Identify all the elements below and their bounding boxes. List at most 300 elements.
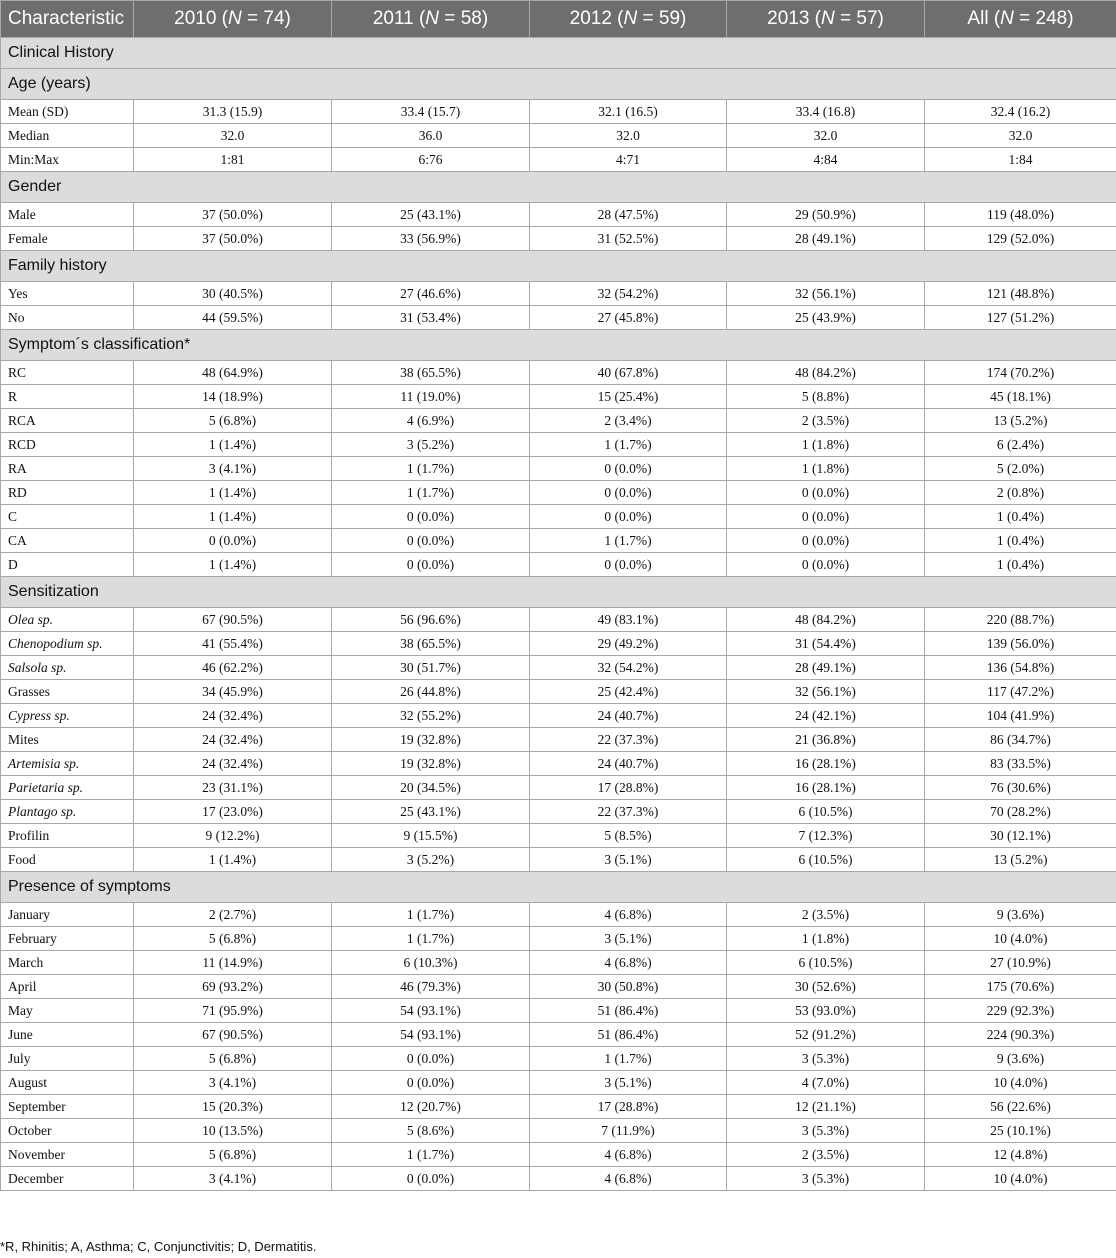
row-label: CA: [1, 529, 134, 553]
row-label: March: [1, 951, 134, 975]
table-row: [1, 100, 1116, 124]
row-label: Mites: [1, 728, 134, 752]
cell-value: 0 (0.0%): [332, 553, 530, 577]
cell-value: 33.4 (16.8): [727, 100, 925, 124]
cell-value: 175 (70.6%): [925, 975, 1116, 999]
cell-value: 23 (31.1%): [134, 776, 332, 800]
row-label: November: [1, 1143, 134, 1167]
cell-value: 1 (1.7%): [332, 457, 530, 481]
row-label: February: [1, 927, 134, 951]
cell-value: 0 (0.0%): [332, 1071, 530, 1095]
cell-value: 32 (54.2%): [530, 282, 727, 306]
cell-value: 54 (93.1%): [332, 999, 530, 1023]
cell-value: 5 (6.8%): [134, 409, 332, 433]
cell-value: 25 (43.1%): [332, 800, 530, 824]
cell-value: 9 (12.2%): [134, 824, 332, 848]
cell-value: 54 (93.1%): [332, 1023, 530, 1047]
cell-value: 19 (32.8%): [332, 728, 530, 752]
cell-value: 1 (1.8%): [727, 457, 925, 481]
cell-value: 53 (93.0%): [727, 999, 925, 1023]
cell-value: 1 (1.7%): [530, 1047, 727, 1071]
cell-value: 45 (18.1%): [925, 385, 1116, 409]
cell-value: 5 (8.8%): [727, 385, 925, 409]
cell-value: 174 (70.2%): [925, 361, 1116, 385]
cell-value: 30 (51.7%): [332, 656, 530, 680]
table-row: [1, 903, 1116, 927]
row-label: RC: [1, 361, 134, 385]
cell-value: 1 (1.8%): [727, 433, 925, 457]
cell-value: 5 (6.8%): [134, 1047, 332, 1071]
cell-value: 33.4 (15.7): [332, 100, 530, 124]
header-2010: 2010 (N = 74): [134, 1, 332, 38]
row-label: Male: [1, 203, 134, 227]
table-row: [1, 927, 1116, 951]
cell-value: 1 (1.7%): [530, 433, 727, 457]
row-label: D: [1, 553, 134, 577]
cell-value: 67 (90.5%): [134, 1023, 332, 1047]
header-year: 2011: [372, 8, 414, 29]
header-n: 58: [460, 8, 482, 29]
cell-value: 31 (53.4%): [332, 306, 530, 330]
cell-value: 32.1 (16.5): [530, 100, 727, 124]
cell-value: 46 (62.2%): [134, 656, 332, 680]
cell-value: 28 (49.1%): [727, 227, 925, 251]
cell-value: 2 (2.7%): [134, 903, 332, 927]
cell-value: 2 (3.5%): [727, 903, 925, 927]
cell-value: 29 (50.9%): [727, 203, 925, 227]
cell-value: 117 (47.2%): [925, 680, 1116, 704]
header-n: 59: [658, 8, 681, 29]
cell-value: 12 (20.7%): [332, 1095, 530, 1119]
cell-value: 14 (18.9%): [134, 385, 332, 409]
cell-value: 30 (52.6%): [727, 975, 925, 999]
table-row: [1, 306, 1116, 330]
cell-value: 28 (49.1%): [727, 656, 925, 680]
section-title: Clinical History: [1, 38, 1116, 69]
cell-value: 46 (79.3%): [332, 975, 530, 999]
cell-value: 32.0: [530, 124, 727, 148]
cell-value: 10 (4.0%): [925, 1071, 1116, 1095]
cell-value: 44 (59.5%): [134, 306, 332, 330]
row-label: Salsola sp.: [1, 656, 134, 680]
cell-value: 32 (56.1%): [727, 282, 925, 306]
cell-value: 32 (56.1%): [727, 680, 925, 704]
cell-value: 19 (32.8%): [332, 752, 530, 776]
cell-value: 3 (5.1%): [530, 1071, 727, 1095]
section-title: Gender: [1, 172, 1116, 203]
cell-value: 0 (0.0%): [332, 505, 530, 529]
cell-value: 0 (0.0%): [332, 529, 530, 553]
cell-value: 27 (10.9%): [925, 951, 1116, 975]
table-row: [1, 608, 1116, 632]
section-title: Sensitization: [1, 577, 1116, 608]
section-row: [1, 251, 1116, 282]
table-row: [1, 203, 1116, 227]
cell-value: 7 (12.3%): [727, 824, 925, 848]
cell-value: 27 (46.6%): [332, 282, 530, 306]
cell-value: 51 (86.4%): [530, 1023, 727, 1047]
header-year: 2013: [767, 8, 810, 29]
cell-value: 25 (10.1%): [925, 1119, 1116, 1143]
cell-value: 30 (12.1%): [925, 824, 1116, 848]
table-row: [1, 1119, 1116, 1143]
cell-value: 1 (1.7%): [332, 481, 530, 505]
cell-value: 4 (7.0%): [727, 1071, 925, 1095]
header-2011: 2011 (N = 58): [332, 1, 530, 38]
cell-value: 0 (0.0%): [134, 529, 332, 553]
cell-value: 28 (47.5%): [530, 203, 727, 227]
table-row: [1, 1167, 1116, 1191]
cell-value: 0 (0.0%): [332, 1167, 530, 1191]
cell-value: 3 (4.1%): [134, 1071, 332, 1095]
cell-value: 41 (55.4%): [134, 632, 332, 656]
cell-value: 1:84: [925, 148, 1116, 172]
cell-value: 1:81: [134, 148, 332, 172]
cell-value: 52 (91.2%): [727, 1023, 925, 1047]
row-label: Mean (SD): [1, 100, 134, 124]
cell-value: 7 (11.9%): [530, 1119, 727, 1143]
cell-value: 24 (32.4%): [134, 752, 332, 776]
cell-value: 24 (40.7%): [530, 704, 727, 728]
header-n: 74: [263, 8, 285, 29]
cell-value: 76 (30.6%): [925, 776, 1116, 800]
table-row: [1, 227, 1116, 251]
cell-value: 5 (6.8%): [134, 1143, 332, 1167]
cell-value: 69 (93.2%): [134, 975, 332, 999]
table-row: [1, 800, 1116, 824]
cell-value: 12 (4.8%): [925, 1143, 1116, 1167]
cell-value: 139 (56.0%): [925, 632, 1116, 656]
cell-value: 17 (23.0%): [134, 800, 332, 824]
cell-value: 22 (37.3%): [530, 728, 727, 752]
row-label: July: [1, 1047, 134, 1071]
table-row: [1, 282, 1116, 306]
cell-value: 51 (86.4%): [530, 999, 727, 1023]
cell-value: 32.4 (16.2): [925, 100, 1116, 124]
row-label: September: [1, 1095, 134, 1119]
cell-value: 25 (43.1%): [332, 203, 530, 227]
cell-value: 27 (45.8%): [530, 306, 727, 330]
table-row: [1, 656, 1116, 680]
cell-value: 30 (50.8%): [530, 975, 727, 999]
row-label: June: [1, 1023, 134, 1047]
row-label: Min:Max: [1, 148, 134, 172]
footnote: *R, Rhinitis; A, Asthma; C, Conjunctivitis; D, Dermatitis.: [0, 1239, 317, 1254]
cell-value: 4:84: [727, 148, 925, 172]
row-label: May: [1, 999, 134, 1023]
cell-value: 12 (21.1%): [727, 1095, 925, 1119]
row-label: No: [1, 306, 134, 330]
row-label: Chenopodium sp.: [1, 632, 134, 656]
cell-value: 25 (43.9%): [727, 306, 925, 330]
cell-value: 6 (2.4%): [925, 433, 1116, 457]
cell-value: 36.0: [332, 124, 530, 148]
header-year: 2012: [569, 8, 612, 29]
table-row: [1, 999, 1116, 1023]
cell-value: 3 (5.3%): [727, 1119, 925, 1143]
table-row: [1, 409, 1116, 433]
cell-value: 3 (5.2%): [332, 848, 530, 872]
row-label: Plantago sp.: [1, 800, 134, 824]
table-row: [1, 824, 1116, 848]
cell-value: 1 (1.7%): [332, 1143, 530, 1167]
cell-value: 1 (1.4%): [134, 848, 332, 872]
row-label: RCA: [1, 409, 134, 433]
cell-value: 2 (3.5%): [727, 409, 925, 433]
cell-value: 9 (3.6%): [925, 1047, 1116, 1071]
row-label: Artemisia sp.: [1, 752, 134, 776]
cell-value: 127 (51.2%): [925, 306, 1116, 330]
cell-value: 2 (3.4%): [530, 409, 727, 433]
cell-value: 1 (1.7%): [332, 927, 530, 951]
cell-value: 4 (6.8%): [530, 951, 727, 975]
table-row: [1, 385, 1116, 409]
cell-value: 16 (28.1%): [727, 776, 925, 800]
cell-value: 49 (83.1%): [530, 608, 727, 632]
row-label: Olea sp.: [1, 608, 134, 632]
row-label: Yes: [1, 282, 134, 306]
cell-value: 220 (88.7%): [925, 608, 1116, 632]
header-n: 248: [1035, 8, 1068, 29]
cell-value: 6:76: [332, 148, 530, 172]
cell-value: 13 (5.2%): [925, 848, 1116, 872]
table-row: [1, 124, 1116, 148]
section-title: Presence of symptoms: [1, 872, 1116, 903]
table-row: [1, 1047, 1116, 1071]
cell-value: 15 (25.4%): [530, 385, 727, 409]
cell-value: 4 (6.9%): [332, 409, 530, 433]
header-n: 57: [856, 8, 878, 29]
cell-value: 24 (42.1%): [727, 704, 925, 728]
cell-value: 3 (5.1%): [530, 927, 727, 951]
table-row: [1, 457, 1116, 481]
cell-value: 67 (90.5%): [134, 608, 332, 632]
cell-value: 119 (48.0%): [925, 203, 1116, 227]
cell-value: 38 (65.5%): [332, 632, 530, 656]
cell-value: 5 (6.8%): [134, 927, 332, 951]
cell-value: 1 (0.4%): [925, 553, 1116, 577]
row-label: April: [1, 975, 134, 999]
cell-value: 1 (1.4%): [134, 481, 332, 505]
cell-value: 224 (90.3%): [925, 1023, 1116, 1047]
cell-value: 13 (5.2%): [925, 409, 1116, 433]
cell-value: 4:71: [530, 148, 727, 172]
row-label: December: [1, 1167, 134, 1191]
section-title: Age (years): [1, 69, 1116, 100]
cell-value: 32.0: [727, 124, 925, 148]
table-row: [1, 776, 1116, 800]
cell-value: 83 (33.5%): [925, 752, 1116, 776]
table-body: [1, 38, 1116, 1191]
row-label: Profilin: [1, 824, 134, 848]
table-row: [1, 975, 1116, 999]
cell-value: 3 (4.1%): [134, 457, 332, 481]
cell-value: 10 (4.0%): [925, 927, 1116, 951]
row-label: January: [1, 903, 134, 927]
cell-value: 37 (50.0%): [134, 227, 332, 251]
section-row: [1, 69, 1116, 100]
header-row: [1, 1, 1116, 38]
cell-value: 38 (65.5%): [332, 361, 530, 385]
table-row: [1, 1071, 1116, 1095]
cell-value: 5 (8.5%): [530, 824, 727, 848]
cell-value: 32 (55.2%): [332, 704, 530, 728]
cell-value: 1 (1.7%): [332, 903, 530, 927]
table-row: [1, 1023, 1116, 1047]
cell-value: 121 (48.8%): [925, 282, 1116, 306]
cell-value: 0 (0.0%): [727, 505, 925, 529]
cell-value: 0 (0.0%): [727, 481, 925, 505]
cell-value: 1 (1.8%): [727, 927, 925, 951]
table-row: [1, 1095, 1116, 1119]
row-label: Grasses: [1, 680, 134, 704]
cell-value: 10 (4.0%): [925, 1167, 1116, 1191]
section-title: Symptom´s classification*: [1, 330, 1116, 361]
table-row: [1, 752, 1116, 776]
cell-value: 21 (36.8%): [727, 728, 925, 752]
cell-value: 4 (6.8%): [530, 1167, 727, 1191]
header-year: All: [967, 8, 989, 29]
cell-value: 2 (3.5%): [727, 1143, 925, 1167]
cell-value: 71 (95.9%): [134, 999, 332, 1023]
cell-value: 3 (5.3%): [727, 1047, 925, 1071]
cell-value: 56 (22.6%): [925, 1095, 1116, 1119]
cell-value: 33 (56.9%): [332, 227, 530, 251]
row-label: Median: [1, 124, 134, 148]
table-row: [1, 433, 1116, 457]
cell-value: 48 (84.2%): [727, 608, 925, 632]
table-row: [1, 529, 1116, 553]
header-2013: 2013 (N = 57): [727, 1, 925, 38]
section-row: [1, 872, 1116, 903]
cell-value: 29 (49.2%): [530, 632, 727, 656]
header-year: 2010: [174, 8, 217, 29]
table-row: [1, 553, 1116, 577]
cell-value: 70 (28.2%): [925, 800, 1116, 824]
cell-value: 56 (96.6%): [332, 608, 530, 632]
cell-value: 1 (1.4%): [134, 433, 332, 457]
cell-value: 20 (34.5%): [332, 776, 530, 800]
cell-value: 0 (0.0%): [530, 481, 727, 505]
cell-value: 86 (34.7%): [925, 728, 1116, 752]
cell-value: 4 (6.8%): [530, 1143, 727, 1167]
row-label: August: [1, 1071, 134, 1095]
cell-value: 32.0: [134, 124, 332, 148]
cell-value: 3 (4.1%): [134, 1167, 332, 1191]
section-row: [1, 172, 1116, 203]
cell-value: 31.3 (15.9): [134, 100, 332, 124]
table-row: [1, 848, 1116, 872]
row-label: Female: [1, 227, 134, 251]
cell-value: 26 (44.8%): [332, 680, 530, 704]
cell-value: 6 (10.5%): [727, 848, 925, 872]
cell-value: 0 (0.0%): [530, 505, 727, 529]
row-label: RD: [1, 481, 134, 505]
cell-value: 9 (3.6%): [925, 903, 1116, 927]
cell-value: 15 (20.3%): [134, 1095, 332, 1119]
cell-value: 136 (54.8%): [925, 656, 1116, 680]
table-row: [1, 951, 1116, 975]
header-characteristic: Characteristic: [1, 1, 134, 38]
cell-value: 22 (37.3%): [530, 800, 727, 824]
cell-value: 30 (40.5%): [134, 282, 332, 306]
cell-value: 1 (1.4%): [134, 505, 332, 529]
cell-value: 11 (19.0%): [332, 385, 530, 409]
row-label: Parietaria sp.: [1, 776, 134, 800]
section-row: [1, 577, 1116, 608]
cell-value: 17 (28.8%): [530, 776, 727, 800]
cell-value: 129 (52.0%): [925, 227, 1116, 251]
cell-value: 5 (8.6%): [332, 1119, 530, 1143]
table-row: [1, 361, 1116, 385]
cell-value: 24 (40.7%): [530, 752, 727, 776]
cell-value: 104 (41.9%): [925, 704, 1116, 728]
cell-value: 17 (28.8%): [530, 1095, 727, 1119]
row-label: Food: [1, 848, 134, 872]
cell-value: 0 (0.0%): [530, 457, 727, 481]
section-title: Family history: [1, 251, 1116, 282]
cell-value: 2 (0.8%): [925, 481, 1116, 505]
cell-value: 37 (50.0%): [134, 203, 332, 227]
cell-value: 10 (13.5%): [134, 1119, 332, 1143]
row-label: R: [1, 385, 134, 409]
cell-value: 32.0: [925, 124, 1116, 148]
table-row: [1, 505, 1116, 529]
table-row: [1, 1143, 1116, 1167]
cell-value: 1 (0.4%): [925, 529, 1116, 553]
cell-value: 32 (54.2%): [530, 656, 727, 680]
cell-value: 5 (2.0%): [925, 457, 1116, 481]
cell-value: 0 (0.0%): [727, 553, 925, 577]
cell-value: 6 (10.5%): [727, 800, 925, 824]
cell-value: 16 (28.1%): [727, 752, 925, 776]
cell-value: 48 (64.9%): [134, 361, 332, 385]
row-label: Cypress sp.: [1, 704, 134, 728]
cell-value: 4 (6.8%): [530, 903, 727, 927]
header-2012: 2012 (N = 59): [530, 1, 727, 38]
row-label: C: [1, 505, 134, 529]
cell-value: 11 (14.9%): [134, 951, 332, 975]
table-row: [1, 728, 1116, 752]
cell-value: 34 (45.9%): [134, 680, 332, 704]
cell-value: 229 (92.3%): [925, 999, 1116, 1023]
cell-value: 1 (1.4%): [134, 553, 332, 577]
cell-value: 3 (5.2%): [332, 433, 530, 457]
cell-value: 48 (84.2%): [727, 361, 925, 385]
section-row: [1, 38, 1116, 69]
table-row: [1, 704, 1116, 728]
row-label: October: [1, 1119, 134, 1143]
table-row: [1, 148, 1116, 172]
cell-value: 1 (0.4%): [925, 505, 1116, 529]
cell-value: 24 (32.4%): [134, 704, 332, 728]
cell-value: 40 (67.8%): [530, 361, 727, 385]
table-row: [1, 632, 1116, 656]
cell-value: 0 (0.0%): [530, 553, 727, 577]
cell-value: 6 (10.5%): [727, 951, 925, 975]
cell-value: 9 (15.5%): [332, 824, 530, 848]
header-all: All (N = 248): [925, 1, 1116, 38]
table-row: [1, 481, 1116, 505]
cell-value: 31 (52.5%): [530, 227, 727, 251]
section-row: [1, 330, 1116, 361]
row-label: RCD: [1, 433, 134, 457]
cell-value: 24 (32.4%): [134, 728, 332, 752]
cell-value: 3 (5.3%): [727, 1167, 925, 1191]
table-row: [1, 680, 1116, 704]
row-label: RA: [1, 457, 134, 481]
cell-value: 31 (54.4%): [727, 632, 925, 656]
